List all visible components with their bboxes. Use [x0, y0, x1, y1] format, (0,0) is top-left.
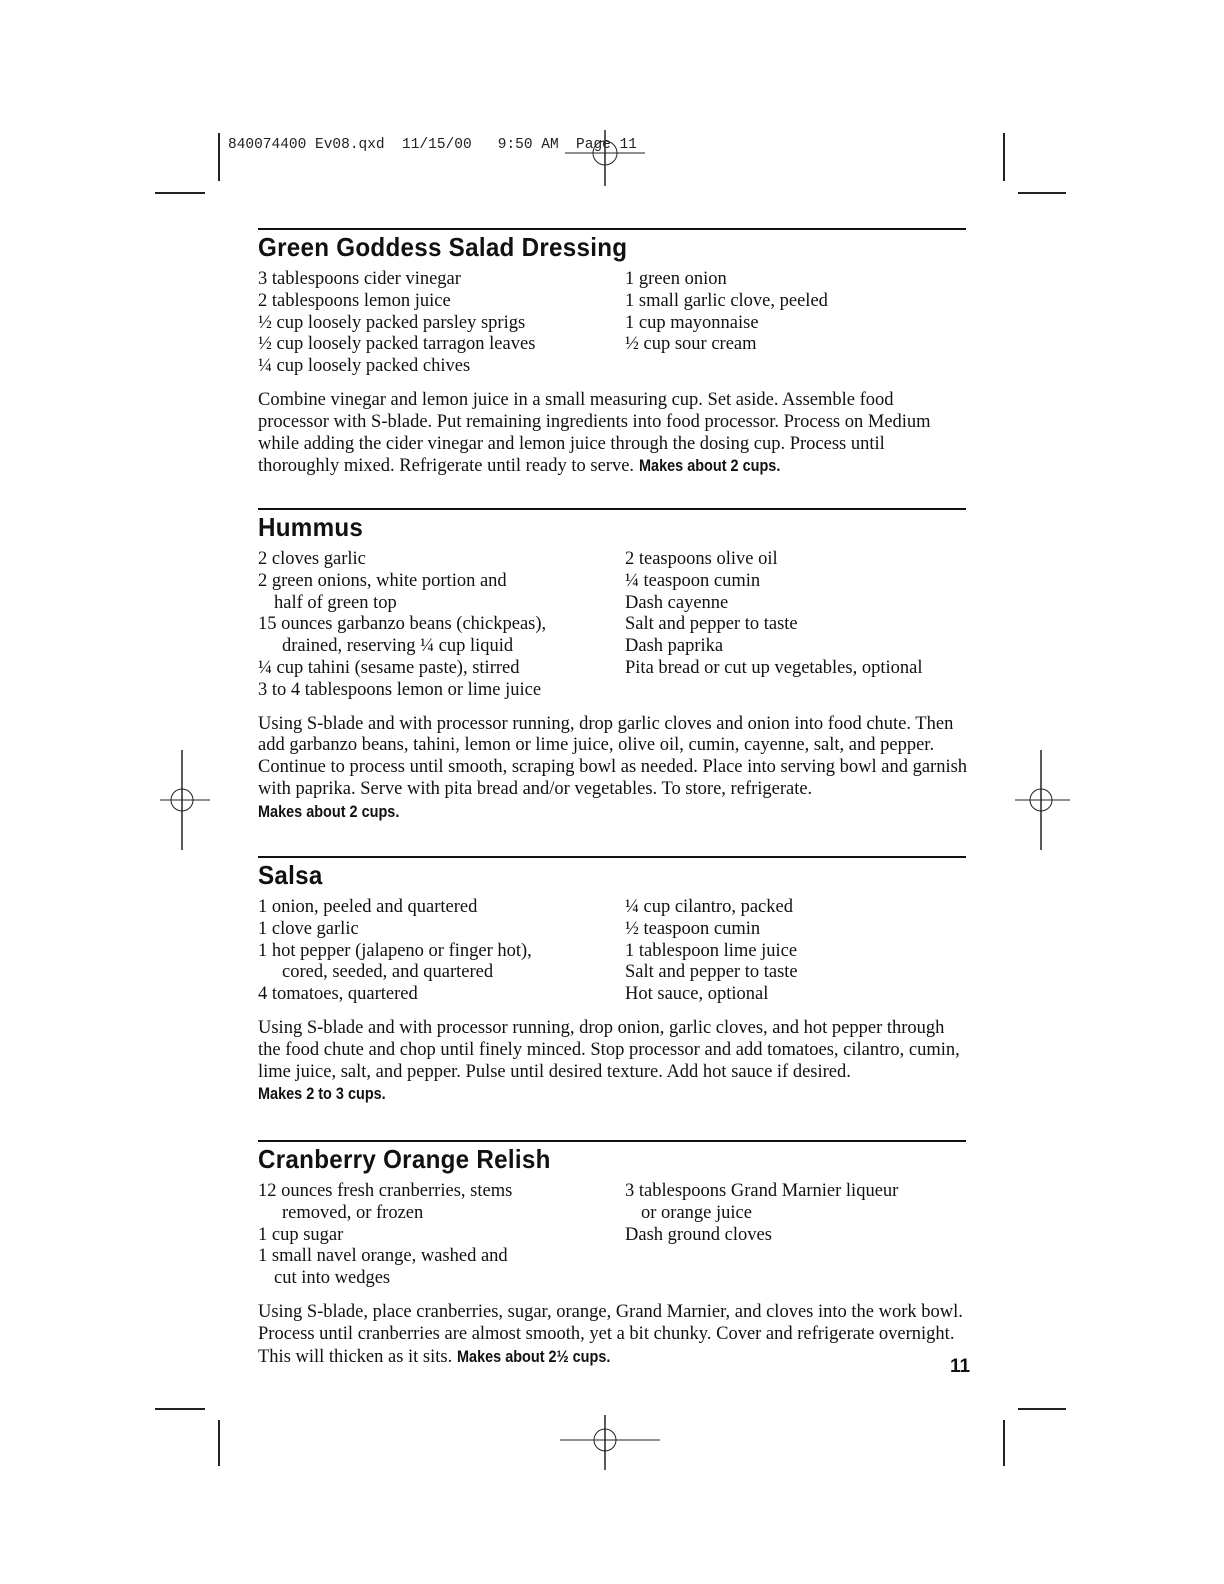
- ingredient-line: ¼ cup loosely packed chives: [258, 356, 471, 377]
- directions-text: Using S-blade and with processor running, drop garlic cloves and onion into food chute. Then add garbanzo beans, tahini, lemon or lime juice, olive oil, cumin, cayenne, salt, and pepper. Continue to process until smooth, scraping bowl as needed. Place into serving bowl and garnish with paprika. Serve with pita bread and/or vegetables. To store, refrigerate.: [258, 713, 968, 799]
- ingredient-line: cored, seeded, and quartered: [282, 962, 494, 983]
- ingredient-line: ½ cup loosely packed tarragon leaves: [258, 334, 536, 355]
- ingredient-line: removed, or frozen: [282, 1202, 424, 1223]
- ingredient-line: 2 cloves garlic: [258, 549, 366, 569]
- recipe-title: Green Goddess Salad Dressing: [258, 232, 628, 262]
- ingredient-line: 1 onion, peeled and quartered: [258, 897, 478, 917]
- crop-mark: [218, 1420, 220, 1466]
- ingredient-line: 1 cup sugar: [258, 1224, 344, 1245]
- recipe-section: [258, 1140, 968, 1368]
- registration-mark-icon: [560, 1415, 660, 1470]
- ingredient-line: Salt and pepper to taste: [625, 614, 798, 635]
- ingredient-line: Pita bread or cut up vegetables, optional: [625, 657, 923, 678]
- ingredient-line: ½ cup sour cream: [625, 334, 757, 355]
- crop-mark: [1018, 1408, 1066, 1410]
- crop-mark: [218, 133, 220, 181]
- recipe-yield: Makes about 2½ cups.: [456, 1346, 611, 1366]
- ingredient-line: 1 small navel orange, washed and: [258, 1246, 508, 1267]
- ingredient-line: 3 to 4 tablespoons lemon or lime juice: [258, 679, 542, 700]
- recipe-section: [258, 508, 968, 824]
- registration-mark-icon: [565, 128, 645, 188]
- page-number: 11: [950, 1356, 971, 1377]
- ingredient-line: Hot sauce, optional: [625, 984, 769, 1005]
- ingredient-line: Dash cayenne: [625, 592, 729, 613]
- ingredient-line: 1 tablespoon lime juice: [625, 940, 798, 961]
- recipe-directions: [258, 1018, 968, 1106]
- directions-text: Combine vinegar and lemon juice in a small measuring cup. Set aside. Assemble food processor with S-blade. Put remaining ingredients into food processor. Process on Medium while adding the cider vinegar and lemon juice through the dosing cup. Process until thoroughly mixed. Refrigerate until ready to serve.: [258, 389, 931, 477]
- ingredient-column: [625, 549, 968, 702]
- print-slug: 840074400 Ev08.qxd 11/15/00 9:50 AM Page 11: [228, 137, 637, 153]
- section-rule: [258, 856, 966, 858]
- ingredient-line: 12 ounces fresh cranberries, stems: [258, 1181, 513, 1201]
- section-rule: [258, 1140, 966, 1142]
- ingredient-line: half of green top: [274, 592, 397, 613]
- ingredient-line: 1 clove garlic: [258, 918, 359, 939]
- ingredient-column: [625, 1181, 968, 1290]
- ingredient-list: [258, 897, 968, 1006]
- ingredient-column: [625, 897, 968, 1006]
- ingredient-line: 3 tablespoons Grand Marnier liqueur: [625, 1181, 899, 1201]
- recipe-yield: Makes about 2 cups.: [638, 456, 781, 476]
- ingredient-line: 2 green onions, white portion and: [258, 570, 507, 591]
- ingredient-line: 1 small garlic clove, peeled: [625, 290, 828, 311]
- recipe-directions: [258, 1302, 968, 1368]
- ingredient-line: ¼ cup tahini (sesame paste), stirred: [258, 657, 520, 678]
- ingredient-line: 2 tablespoons lemon juice: [258, 290, 451, 311]
- registration-mark-icon: [1015, 750, 1070, 850]
- ingredient-column: [258, 897, 625, 1006]
- directions-text: Using S-blade and with processor running, drop onion, garlic cloves, and hot pepper through the food chute and chop until finely minced. Stop processor and add tomatoes, cilantro, cumin, lime juice, salt, and pepper. Pulse until desired texture. Add hot sauce if desired.: [258, 1017, 960, 1082]
- ingredient-line: Salt and pepper to taste: [625, 962, 798, 983]
- recipe-yield: Makes 2 to 3 cups.: [258, 1084, 386, 1104]
- ingredient-line: 3 tablespoons cider vinegar: [258, 269, 461, 289]
- ingredient-column: [258, 269, 625, 378]
- recipe-title: Salsa: [258, 860, 323, 890]
- ingredient-line: 4 tomatoes, quartered: [258, 984, 418, 1005]
- section-rule: [258, 508, 966, 510]
- ingredient-list: [258, 269, 968, 378]
- ingredient-list: [258, 1181, 968, 1290]
- ingredient-line: 15 ounces garbanzo beans (chickpeas),: [258, 614, 547, 635]
- ingredient-line: Dash paprika: [625, 636, 724, 657]
- recipe-section: [258, 856, 968, 1106]
- ingredient-line: 2 teaspoons olive oil: [625, 549, 778, 569]
- ingredient-line: ½ cup loosely packed parsley sprigs: [258, 312, 526, 333]
- ingredient-line: cut into wedges: [274, 1268, 391, 1289]
- ingredient-column: [258, 1181, 625, 1290]
- ingredient-list: [258, 549, 968, 702]
- ingredient-line: 1 cup mayonnaise: [625, 312, 759, 333]
- ingredient-column: [258, 549, 625, 702]
- section-rule: [258, 228, 966, 230]
- ingredient-line: 1 green onion: [625, 269, 727, 289]
- recipe-title: Cranberry Orange Relish: [258, 1144, 551, 1174]
- crop-mark: [1003, 1420, 1005, 1466]
- ingredient-line: ½ teaspoon cumin: [625, 918, 761, 939]
- crop-mark: [1018, 192, 1066, 194]
- recipe-directions: [258, 714, 968, 824]
- directions-text: Using S-blade, place cranberries, sugar, orange, Grand Marnier, and cloves into the work bowl. Process until cranberries are almost smooth, yet a bit chunky. Cover and refrigerate overnight. This will thicken as it sits.: [258, 1301, 963, 1367]
- ingredient-line: Dash ground cloves: [625, 1224, 772, 1245]
- crop-mark: [155, 192, 205, 194]
- ingredient-line: ¼ cup cilantro, packed: [625, 897, 793, 917]
- ingredient-column: [625, 269, 968, 378]
- crop-mark: [155, 1408, 205, 1410]
- recipe-yield: Makes about 2 cups.: [258, 801, 400, 821]
- recipe-section: [258, 228, 968, 478]
- crop-mark: [1003, 133, 1005, 181]
- ingredient-line: or orange juice: [641, 1202, 752, 1223]
- ingredient-line: drained, reserving ¼ cup liquid: [282, 636, 514, 657]
- ingredient-line: 1 hot pepper (jalapeno or finger hot),: [258, 940, 532, 961]
- registration-mark-icon: [160, 750, 210, 850]
- recipe-directions: [258, 390, 968, 478]
- ingredient-line: ¼ teaspoon cumin: [625, 570, 761, 591]
- recipe-title: Hummus: [258, 512, 364, 542]
